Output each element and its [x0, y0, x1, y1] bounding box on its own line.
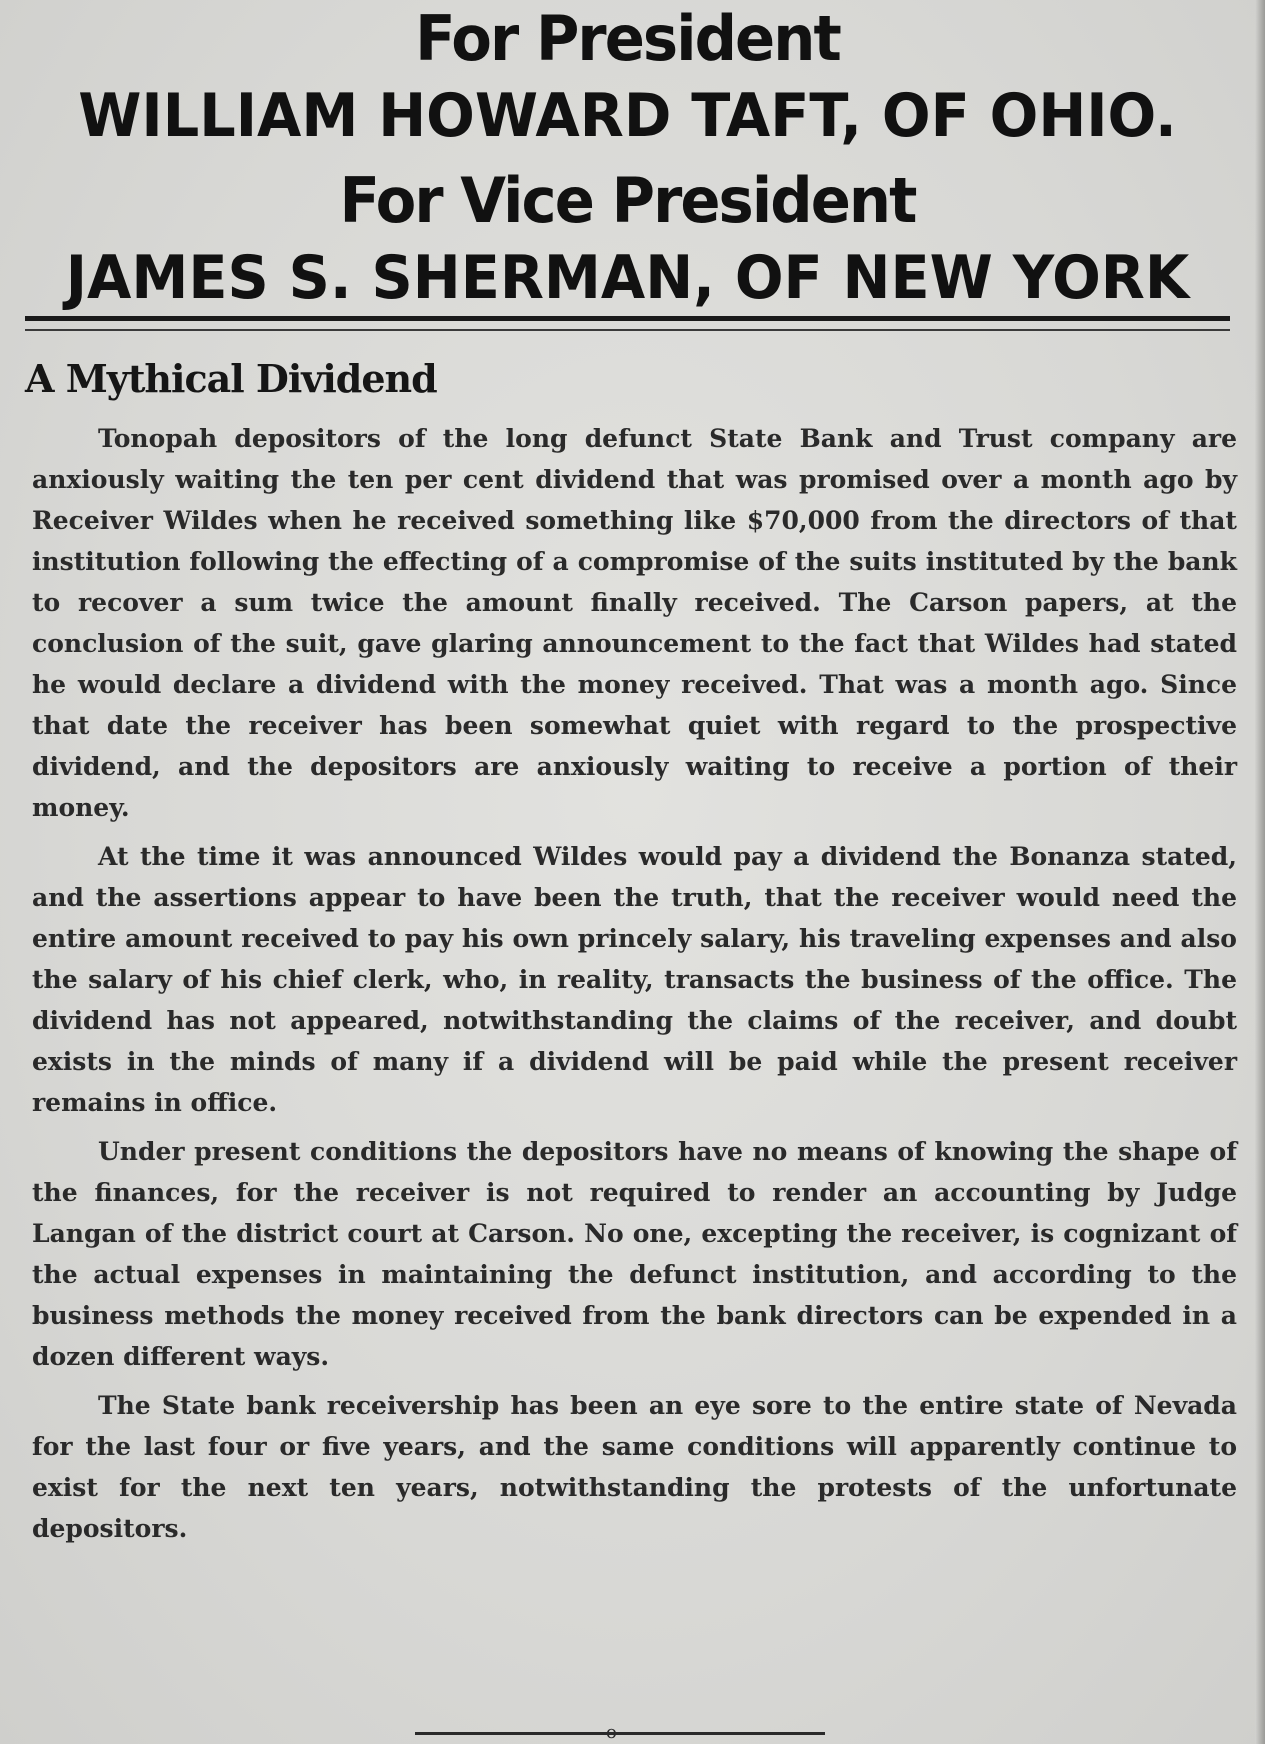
banner-divider-thin	[25, 329, 1230, 331]
banner-divider-thick	[25, 316, 1230, 321]
campaign-banner	[25, 2, 1230, 326]
banner-president-label: For President	[415, 2, 840, 75]
banner-vice-president-label: For Vice President	[339, 164, 916, 237]
article-headline: A Mythical Dividend	[25, 356, 437, 401]
article-end-rule	[415, 1732, 825, 1735]
article-paragraph-4: The State bank receivership has been an eye sore to the entire state of Nevada for the last four or five years, and the same conditions will apparently continue to exist for the next ten years, notwithstanding the protests of the unfortunate depositors.	[32, 1391, 1237, 1543]
article-body	[32, 418, 1237, 1557]
page-edge-shadow	[1255, 0, 1265, 1744]
article-end-mark: o	[606, 1722, 617, 1743]
banner-vice-president-name: JAMES S. SHERMAN, OF NEW YORK	[65, 243, 1190, 313]
banner-president-name: WILLIAM HOWARD TAFT, OF OHIO.	[78, 81, 1177, 151]
article-paragraph-1: Tonopah depositors of the long defunct State Bank and Trust company are anxiously waiting the ten per cent dividend that was promised over a month ago by Receiver Wildes when he received something like $70,000 from the directors of that institution following the effecting of a compromise of the suits instituted by the bank to recover a sum twice the amount finally received. The Carson papers, at the conclusion of the suit, gave glaring announcement to the fact that Wildes had stated he would declare a dividend with the money received. That was a month ago. Since that date the receiver has been somewhat quiet with regard to the prospective dividend, and the depositors are anxiously waiting to receive a portion of their money.	[32, 424, 1237, 822]
article-paragraph-2: At the time it was announced Wildes would pay a dividend the Bonanza stated, and the assertions appear to have been the truth, that the receiver would need the entire amount received to pay his own princely salary, his traveling expenses and also the salary of his chief clerk, who, in reality, transacts the business of the office. The dividend has not appeared, notwithstanding the claims of the receiver, and doubt exists in the minds of many if a dividend will be paid while the present receiver remains in office.	[32, 842, 1237, 1117]
article-paragraph-3: Under present conditions the depositors have no means of knowing the shape of the finances, for the receiver is not required to render an accounting by Judge Langan of the district court at Carson. No one, excepting the receiver, is cognizant of the actual expenses in maintaining the defunct institution, and according to the business methods the money received from the bank directors can be expended in a dozen different ways.	[32, 1137, 1237, 1371]
